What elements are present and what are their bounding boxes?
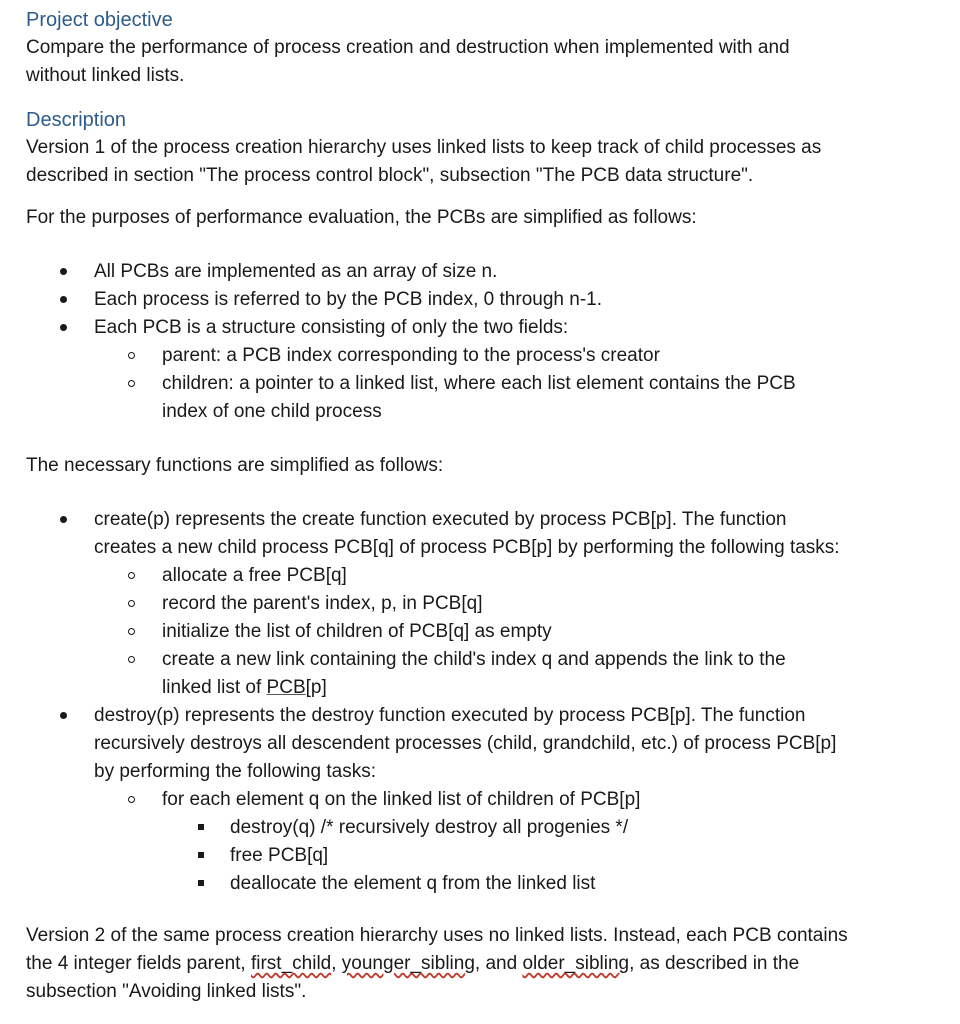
circle-bullet-icon bbox=[128, 600, 135, 607]
create-task: allocate a free PCB[q] bbox=[162, 565, 347, 586]
square-bullet-icon bbox=[198, 824, 204, 830]
destroy-step: destroy(q) /* recursively destroy all progenies */ bbox=[230, 817, 629, 838]
version2-text: , bbox=[331, 953, 342, 974]
create-task: initialize the list of children of PCB[q] as empty bbox=[162, 621, 552, 642]
destroy-loop: for each element q on the linked list of children of PCB[p] bbox=[162, 789, 641, 810]
version2-text: , and bbox=[474, 953, 523, 974]
version2-line bbox=[26, 950, 799, 978]
create-task: record the parent's index, p, in PCB[q] bbox=[162, 593, 483, 614]
circle-bullet-icon bbox=[128, 352, 135, 359]
functions-intro: The necessary functions are simplified as follows: bbox=[26, 455, 444, 476]
circle-bullet-icon bbox=[128, 796, 135, 803]
bullet-icon bbox=[60, 324, 67, 331]
description-intro: For the purposes of performance evaluation, the PCBs are simplified as follows: bbox=[26, 207, 697, 228]
field-younger-sibling: younger_sibling bbox=[341, 953, 475, 974]
destroy-step: free PCB[q] bbox=[230, 845, 329, 866]
objective-text-line: Compare the performance of process creation and destruction when implemented with and bbox=[26, 37, 790, 58]
destroy-description-line: destroy(p) represents the destroy function executed by process PCB[p]. The function bbox=[94, 705, 806, 726]
objective-text-line: without linked lists. bbox=[26, 65, 185, 86]
pcb-list-item: All PCBs are implemented as an array of size n. bbox=[94, 261, 498, 282]
pcb-list-item: Each process is referred to by the PCB index, 0 through n-1. bbox=[94, 289, 602, 310]
square-bullet-icon bbox=[198, 880, 204, 886]
pcb-field-item-cont: index of one child process bbox=[162, 401, 382, 422]
description-heading: Description bbox=[26, 109, 127, 131]
destroy-step: deallocate the element q from the linked list bbox=[230, 873, 596, 894]
version2-text: , as described in the bbox=[629, 953, 800, 974]
destroy-description-line: by performing the following tasks: bbox=[94, 761, 376, 782]
bullet-icon bbox=[60, 296, 67, 303]
version2-text: the 4 integer fields parent, bbox=[26, 953, 251, 974]
bullet-icon bbox=[60, 712, 67, 719]
pcb-field-item: parent: a PCB index corresponding to the process's creator bbox=[162, 345, 660, 366]
field-first-child: first_child bbox=[250, 953, 332, 974]
destroy-description-line: recursively destroys all descendent processes (child, grandchild, etc.) of process PCB[p] bbox=[94, 733, 837, 754]
circle-bullet-icon bbox=[128, 380, 135, 387]
create-description-line: creates a new child process PCB[q] of process PCB[p] by performing the following tasks: bbox=[94, 537, 840, 558]
description-text-line: described in section "The process control block", subsection "The PCB data structure". bbox=[26, 165, 754, 186]
create-task-cont bbox=[162, 674, 327, 702]
description-text-line: Version 1 of the process creation hierarchy uses linked lists to keep track of child processes as bbox=[26, 137, 822, 158]
pcb-underlined-word: PCB bbox=[266, 677, 306, 698]
bullet-icon bbox=[60, 268, 67, 275]
create-task: create a new link containing the child's index q and appends the link to the bbox=[162, 649, 786, 670]
create-description-line: create(p) represents the create function executed by process PCB[p]. The function bbox=[94, 509, 787, 530]
circle-bullet-icon bbox=[128, 656, 135, 663]
pcb-list-item: Each PCB is a structure consisting of only the two fields: bbox=[94, 317, 569, 338]
square-bullet-icon bbox=[198, 852, 204, 858]
circle-bullet-icon bbox=[128, 572, 135, 579]
pcb-field-item: children: a pointer to a linked list, where each list element contains the PCB bbox=[162, 373, 796, 394]
circle-bullet-icon bbox=[128, 628, 135, 635]
objective-heading: Project objective bbox=[26, 9, 173, 31]
create-task-cont-suffix: [p] bbox=[305, 677, 327, 698]
version2-line: subsection "Avoiding linked lists". bbox=[26, 981, 307, 1002]
version2-line: Version 2 of the same process creation hierarchy uses no linked lists. Instead, each PCB contains bbox=[26, 925, 848, 946]
bullet-icon bbox=[60, 516, 67, 523]
create-task-cont-prefix: linked list of bbox=[162, 677, 267, 698]
field-older-sibling: older_sibling bbox=[522, 953, 630, 974]
